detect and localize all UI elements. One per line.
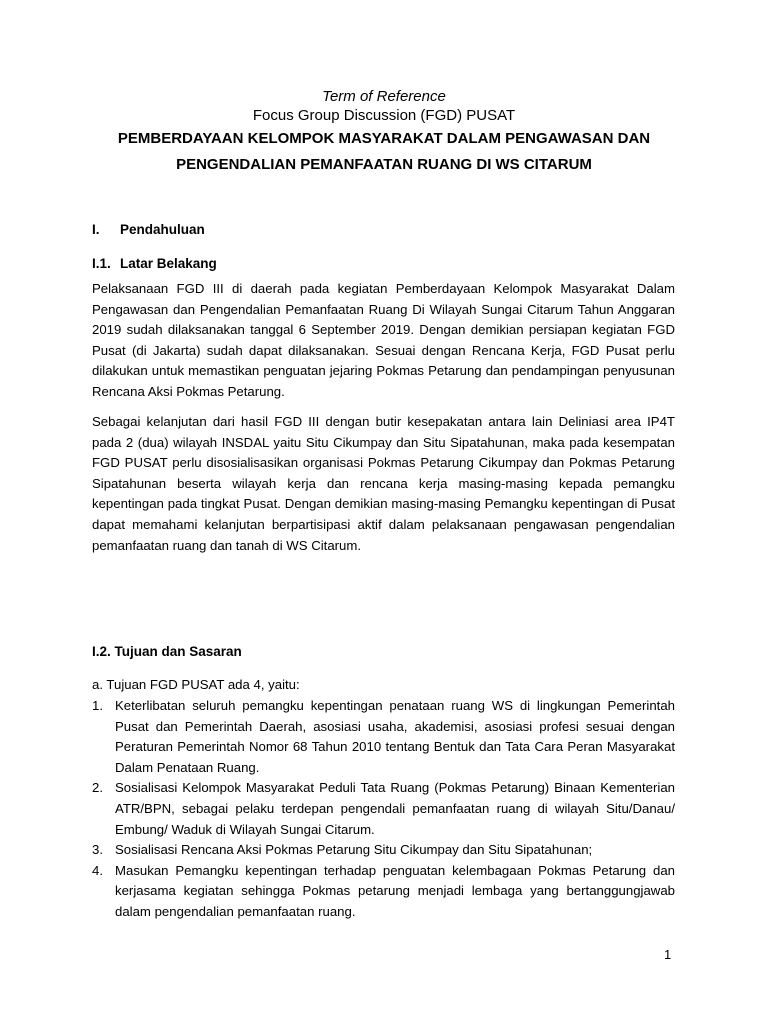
- subsection-1-1-number: I.1.: [92, 256, 111, 271]
- list-item: [92, 778, 675, 840]
- term-of-reference-label: Term of Reference: [322, 88, 446, 105]
- list-item-number: 3.: [92, 842, 103, 858]
- background-paragraph-1: Pelaksanaan FGD III di daerah pada kegiatan Pemberdayaan Kelompok Masyarakat Dalam Pengawasan dan Pengendalian Pemanfaatan Ruang Di Wilayah Sungai Citarum Tahun Anggaran 2019 sudah dilaksanakan tanggal 6 September 2019. Dengan demikian persiapan kegiatan FGD Pusat (di Jakarta) sudah dapat dilaksanakan. Sesuai dengan Rencana Kerja, FGD Pusat perlu dilakukan untuk memastikan penguatan jejaring Pokmas Petarung dan pendampingan penyusunan Rencana Aksi Pokmas Petarung.: [92, 281, 675, 399]
- list-item: [92, 861, 675, 923]
- fgd-subtitle: Focus Group Discussion (FGD) PUSAT: [252, 107, 516, 124]
- section-1-number: I.: [92, 222, 100, 237]
- subsection-1-1-title: Latar Belakang: [120, 256, 217, 271]
- objectives-list: [92, 696, 675, 923]
- list-item-text: Sosialisasi Kelompok Masyarakat Peduli Tata Ruang (Pokmas Petarung) Binaan Kementerian ATR/BPN, sebagai pelaku terdepan pengendali pemanfaatan ruang di wilayah Situ/Danau/ Embung/ Waduk di Wilayah Sungai Citarum.: [115, 780, 675, 837]
- section-1-title: Pendahuluan: [120, 222, 205, 237]
- subsection-1-2-title: I.2. Tujuan dan Sasaran: [92, 644, 242, 659]
- list-item-text: Sosialisasi Rencana Aksi Pokmas Petarung Situ Cikumpay dan Situ Sipatahunan;: [115, 842, 593, 858]
- list-item-number: 2.: [92, 780, 103, 796]
- list-item-number: 1.: [92, 698, 103, 713]
- objectives-intro: a. Tujuan FGD PUSAT ada 4, yaitu:: [92, 677, 300, 692]
- background-paragraph-2: Sebagai kelanjutan dari hasil FGD III dengan butir kesepakatan antara lain Deliniasi area IP4T pada 2 (dua) wilayah INSDAL yaitu Situ Cikumpay dan Situ Sipatahunan, maka pada kesempatan FGD PUSAT perlu disosialisasikan organisasi Pokmas Petarung Cikumpay dan Pokmas Petarung Sipatahunan beserta wilayah kerja dan rencana kerja masing-masing kepada pemangku kepentingan pada tingkat Pusat. Dengan demikian masing-masing Pemangku kepentingan di Pusat dapat memahami kelanjutan berpartisipasi aktif dalam pelaksanaan pengawasan pengendalian pemanfaatan ruang dan tanah di WS Citarum.: [92, 414, 675, 553]
- list-item-text: Keterlibatan seluruh pemangku kepentingan penataan ruang WS di lingkungan Pemerintah Pusat dan Pemerintah Daerah, asosiasi usaha, akademisi, asosiasi profesi sesuai dengan Peraturan Pemerintah Nomor 68 Tahun 2010 tentang Bentuk dan Tata Cara Peran Masyarakat Dalam Penataan Ruang.: [115, 698, 675, 775]
- list-item: [92, 696, 675, 778]
- list-item-text: Masukan Pemangku kepentingan terhadap penguatan kelembagaan Pokmas Petarung dan kerjasama kegiatan sehingga Pokmas petarung menjadi lembaga yang bertanggungjawab dalam pengendalian pemanfaatan ruang.: [115, 862, 675, 919]
- page-number: 1: [664, 947, 672, 962]
- list-item-number: 4.: [92, 862, 103, 878]
- document-title-line-1: PEMBERDAYAAN KELOMPOK MASYARAKAT DALAM PENGAWASAN DAN: [117, 130, 651, 147]
- document-title-line-2: PENGENDALIAN PEMANFAATAN RUANG DI WS CITARUM: [176, 156, 592, 173]
- list-item: [92, 840, 675, 861]
- document-header: [60, 88, 708, 178]
